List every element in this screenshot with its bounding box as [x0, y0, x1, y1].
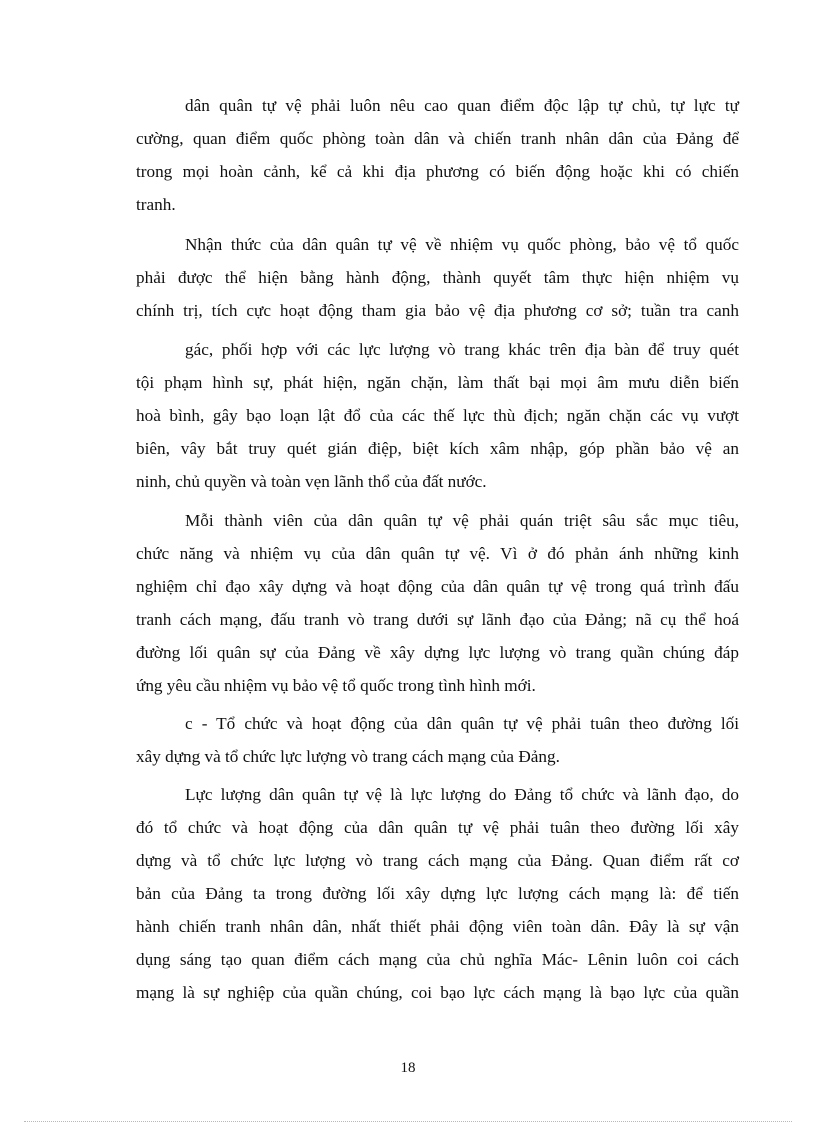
page-number: 18 — [400, 1060, 416, 1076]
text-line: Nhận thức của dân quân tự vệ về nhiệm vụ quốc phòng, bảo vệ tổ quốc — [185, 235, 739, 254]
text-line: tranh. — [136, 195, 176, 214]
text-line: chức năng và nhiệm vụ của dân quân tự vệ. Vì ở đó phản ánh những kinh — [136, 544, 739, 563]
text-line: c - Tổ chức và hoạt động của dân quân tự vệ phải tuân theo đường lối — [185, 714, 739, 733]
text-line: nghiệm chỉ đạo xây dựng và hoạt động của dân quân tự vệ trong quá trình đấu — [136, 577, 739, 596]
text-line: phải được thể hiện bằng hành động, thành quyết tâm thực hiện nhiệm vụ — [136, 268, 739, 287]
text-line: biên, vây bắt truy quét gián điệp, biệt kích xâm nhập, góp phần bảo vệ an — [136, 439, 739, 458]
text-line: hoà bình, gây bạo loạn lật đổ của các thế lực thù địch; ngăn chặn các vụ vượt — [136, 406, 739, 425]
text-line: cường, quan điểm quốc phòng toàn dân và chiến tranh nhân dân của Đảng để — [136, 129, 739, 148]
text-line: dụng sáng tạo quan điểm cách mạng của chủ nghĩa Mác- Lênin luôn coi cách — [136, 950, 739, 969]
text-line: đó tổ chức và hoạt động của dân quân tự vệ phải tuân theo đường lối xây — [136, 818, 739, 837]
text-line: xây dựng và tổ chức lực lượng vò trang cách mạng của Đảng. — [136, 747, 560, 766]
text-line: ninh, chủ quyền và toàn vẹn lãnh thổ của đất nước. — [136, 472, 487, 491]
text-line: dân quân tự vệ phải luôn nêu cao quan điểm độc lập tự chủ, tự lực tự — [185, 96, 739, 115]
text-line: gác, phối hợp với các lực lượng vò trang khác trên địa bàn để truy quét — [185, 340, 739, 359]
text-line: trong mọi hoàn cảnh, kể cả khi địa phương có biến động hoặc khi có chiến — [136, 162, 739, 181]
text-line: chính trị, tích cực hoạt động tham gia bảo vệ địa phương cơ sở; tuần tra canh — [136, 301, 739, 320]
text-line: tranh cách mạng, đấu tranh vò trang dưới sự lãnh đạo của Đảng; nã cụ thể hoá — [136, 610, 739, 629]
text-line: Lực lượng dân quân tự vệ là lực lượng do Đảng tổ chức và lãnh đạo, do — [185, 785, 739, 804]
text-line: đường lối quân sự của Đảng về xây dựng lực lượng vò trang quần chúng đáp — [136, 643, 739, 662]
text-line: ứng yêu cầu nhiệm vụ bảo vệ tổ quốc trong tình hình mới. — [136, 676, 536, 695]
text-line: dựng và tổ chức lực lượng vò trang cách mạng của Đảng. Quan điểm rất cơ — [136, 851, 739, 870]
text-line: tội phạm hình sự, phát hiện, ngăn chặn, làm thất bại mọi âm mưu diễn biến — [136, 373, 739, 392]
text-line: mạng là sự nghiệp của quần chúng, coi bạo lực cách mạng là bạo lực của quần — [136, 983, 739, 1002]
page-bottom-divider — [24, 1121, 792, 1122]
text-line: Mỗi thành viên của dân quân tự vệ phải quán triệt sâu sắc mục tiêu, — [185, 511, 739, 530]
text-line: hành chiến tranh nhân dân, nhất thiết phải động viên toàn dân. Đây là sự vận — [136, 917, 739, 936]
text-line: bản của Đảng ta trong đường lối xây dựng lực lượng cách mạng là: để tiến — [136, 884, 739, 903]
